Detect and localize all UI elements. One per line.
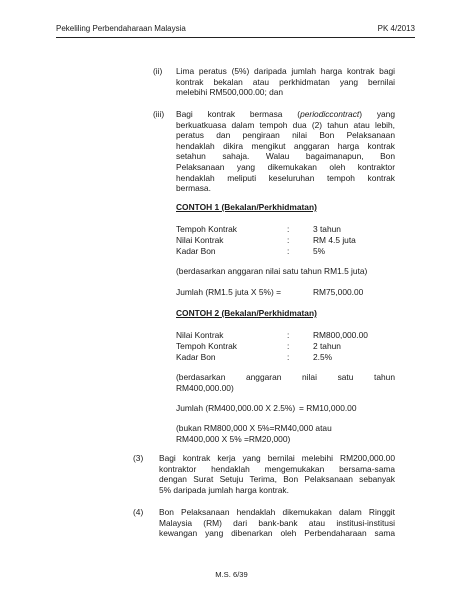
item-iii-text xyxy=(176,109,395,194)
example-1-row xyxy=(176,224,396,235)
item-3-line: Bagi kontrak kerja yang bernilai melebihi RM200,000.00 xyxy=(159,453,395,463)
item-iii-line: bermasa. xyxy=(176,183,211,194)
example-2-row-sep: : xyxy=(287,330,290,340)
item-4-label: (4) xyxy=(133,507,144,517)
item-4-line: kewangan yang dibenarkan oleh Perbendaharaan sama xyxy=(159,528,395,539)
item-iii-text-b: ) yang xyxy=(359,109,395,119)
item-iii-label: (iii) xyxy=(153,109,165,119)
example-1-row-value: RM 4.5 juta xyxy=(313,235,356,245)
item-iii-line xyxy=(176,109,395,120)
example-2-total xyxy=(176,403,396,414)
item-3-line: kontraktor hendaklah mengemukakan bersama-sama xyxy=(159,463,395,474)
example-1-row-label: Tempoh Kontrak xyxy=(176,224,237,234)
example-2-row-sep: : xyxy=(287,341,290,351)
item-iii-text-italic: periodiccontract xyxy=(300,109,360,119)
item-iii-line: hendaklah dikira mengikut anggaran harga kontrak xyxy=(176,140,395,151)
item-4-text xyxy=(159,507,395,539)
example-2-clarification-line: RM400,000 X 5% =RM20,000) xyxy=(176,433,291,444)
item-iii-text-a: Bagi kontrak bermasa ( xyxy=(176,109,301,119)
example-2-clarification-line: (bukan RM800,000 X 5%=RM40,000 atau xyxy=(176,423,332,433)
example-1-row xyxy=(176,246,396,257)
example-2-title: CONTOH 2 (Bekalan/Perkhidmatan) xyxy=(176,308,317,318)
example-2-row-value: 2.5% xyxy=(313,352,333,362)
example-1-row xyxy=(176,235,396,246)
item-4-line: Bon Pelaksanaan hendaklah dikemukakan dalam Ringgit xyxy=(159,507,395,517)
item-3-line: dengan Surat Setuju Terima, Bon Pelaksanaan sebanyak xyxy=(159,474,395,485)
example-1-row-value: 5% xyxy=(313,246,326,256)
example-2-row-label: Kadar Bon xyxy=(176,352,216,362)
item-ii-line: Lima peratus (5%) daripada jumlah harga kontrak bagi xyxy=(176,66,395,76)
example-2-row xyxy=(176,352,396,363)
example-1-title: CONTOH 1 (Bekalan/Perkhidmatan) xyxy=(176,202,317,212)
item-iii-line: peratus dan pengiraan nilai Bon Pelaksanaan xyxy=(176,130,395,141)
example-2-total-label: Jumlah (RM400,000.00 X 2.5%) xyxy=(176,403,296,413)
example-2-row xyxy=(176,341,396,352)
item-3-text xyxy=(159,453,395,495)
example-1-total xyxy=(176,287,396,298)
item-3-line: 5% daripada jumlah harga kontrak. xyxy=(159,484,289,495)
example-2-row-value: RM800,000.00 xyxy=(313,330,368,340)
example-2-note-line: (berdasarkan anggaran nilai satu tahun xyxy=(176,372,395,382)
example-2-row-label: Tempoh Kontrak xyxy=(176,341,237,351)
example-2-total-value: = RM10,000.00 xyxy=(299,403,357,413)
example-1-note: (berdasarkan anggaran nilai satu tahun RM1.5 juta) xyxy=(176,266,368,276)
item-iii-line: Pelaksanaan yang dikemukakan oleh kontraktor xyxy=(176,161,395,172)
example-2-row-value: 2 tahun xyxy=(313,341,341,351)
example-2-row-sep: : xyxy=(287,352,290,362)
item-ii-line: melebihi RM500,000.00; dan xyxy=(176,87,284,98)
item-iii-line: hendaklah meliputi keseluruhan tempoh kontrak xyxy=(176,172,395,183)
example-1-row-label: Nilai Kontrak xyxy=(176,235,224,245)
example-1-row-label: Kadar Bon xyxy=(176,246,216,256)
item-iii-line: berkuatkuasa dalam tempoh dua (2) tahun atau lebih, xyxy=(176,119,395,130)
example-1-row-sep: : xyxy=(287,246,290,256)
example-1-row-value: 3 tahun xyxy=(313,224,341,234)
item-ii-line: kontrak bekalan atau perkhidmatan yang bernilai xyxy=(176,76,395,87)
item-iii-line: setahun sahaja. Walau bagaimanapun, Bon xyxy=(176,151,395,162)
item-ii-text xyxy=(176,66,395,98)
header-document-code: PK 4/2013 xyxy=(377,24,415,33)
example-1-total-label: Jumlah (RM1.5 juta X 5%) = xyxy=(176,287,281,297)
example-2-note xyxy=(176,372,395,393)
header-title: Pekeliling Perbendaharaan Malaysia xyxy=(56,24,186,33)
page-number: M.S. 6/39 xyxy=(215,570,248,579)
example-1-row-sep: : xyxy=(287,224,290,234)
example-2-clarification xyxy=(176,423,332,444)
example-2-row xyxy=(176,330,396,341)
header-rule xyxy=(56,37,415,38)
item-ii-label: (ii) xyxy=(153,66,163,76)
example-1-row-sep: : xyxy=(287,235,290,245)
item-3-label: (3) xyxy=(133,453,144,463)
example-2-note-line: RM400,000.00) xyxy=(176,382,234,393)
example-1-total-value: RM75,000.00 xyxy=(313,287,364,297)
example-2-row-label: Nilai Kontrak xyxy=(176,330,224,340)
item-4-line: Malaysia (RM) dari bank-bank atau institusi-institusi xyxy=(159,517,395,528)
